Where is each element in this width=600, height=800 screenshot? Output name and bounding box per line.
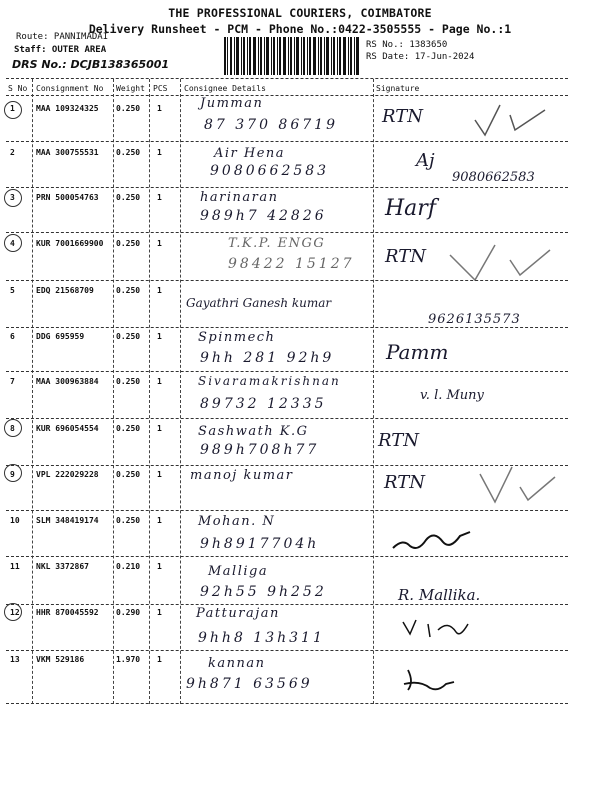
- consignee-phone: 9h871 63569: [186, 676, 313, 692]
- row-weight: 0.250: [116, 424, 141, 433]
- row-pcs: 1: [157, 562, 162, 571]
- col-signature: Signature: [376, 84, 420, 93]
- table-header-rule: [6, 95, 568, 96]
- col-divider: [149, 79, 150, 704]
- signature: RTN: [382, 106, 423, 127]
- staff-label: Staff: OUTER AREA: [14, 45, 107, 55]
- row-pcs: 1: [157, 148, 162, 157]
- row-sno: 10: [10, 516, 20, 525]
- row-sno: 13: [10, 655, 20, 664]
- signature-scribble: [400, 662, 460, 697]
- row-consignment: NKL 3372867: [36, 562, 89, 571]
- row-weight: 0.250: [116, 193, 141, 202]
- consignee-name: harinaran: [200, 190, 279, 205]
- consignee-name: T.K.P. ENGG: [228, 236, 326, 251]
- row-consignment: KUR 7001669900: [36, 239, 104, 248]
- consignee-phone: 89732 12335: [200, 396, 327, 412]
- signature: Harf: [385, 196, 436, 221]
- signature-phone: 9080662583: [452, 170, 535, 185]
- consignee-name: manoj kumar: [190, 468, 294, 483]
- row-pcs: 1: [157, 655, 162, 664]
- signature: R. Mallika.: [398, 586, 481, 604]
- consignee-phone: 98422 15127: [228, 256, 355, 272]
- consignee-name: Sivaramakrishnan: [198, 374, 341, 388]
- col-consignment: Consignment No: [36, 84, 104, 93]
- signature: Pamm: [386, 340, 449, 364]
- row-consignment: PRN 500054763: [36, 193, 99, 202]
- consignee-name: kannan: [208, 656, 266, 671]
- row-consignment: HHR 870045592: [36, 608, 99, 617]
- row-rule: [6, 604, 568, 605]
- col-divider: [180, 79, 181, 704]
- row-sno: 7: [10, 377, 15, 386]
- row-weight: 0.290: [116, 608, 141, 617]
- row-weight: 1.970: [116, 655, 141, 664]
- col-consignee: Consignee Details: [184, 84, 266, 93]
- row-pcs: 1: [157, 286, 162, 295]
- row-pcs: 1: [157, 516, 162, 525]
- row-weight: 0.250: [116, 239, 141, 248]
- row-sno: 4: [10, 239, 15, 248]
- barcode-image: [224, 37, 360, 75]
- row-pcs: 1: [157, 424, 162, 433]
- row-rule: [6, 371, 568, 372]
- row-rule: [6, 232, 568, 233]
- consignee-phone: 9h8917704h: [200, 536, 320, 552]
- tick-mark-icon: [470, 462, 560, 507]
- row-consignment: KUR 696054554: [36, 424, 99, 433]
- signature-scribble: [398, 612, 478, 642]
- row-rule: [6, 141, 568, 142]
- row-sno: 9: [10, 470, 15, 479]
- row-rule: [6, 510, 568, 511]
- route-label: Route: PANNIMADAI: [16, 32, 109, 42]
- row-sno: 11: [10, 562, 20, 571]
- row-consignment: VKM 529186: [36, 655, 85, 664]
- col-weight: Weight: [116, 84, 145, 93]
- row-sno: 5: [10, 286, 15, 295]
- row-weight: 0.250: [116, 377, 141, 386]
- signature-scribble: [388, 520, 478, 555]
- table-top-rule: [6, 78, 568, 79]
- row-weight: 0.250: [116, 286, 141, 295]
- row-rule: [6, 418, 568, 419]
- tick-mark-icon: [470, 100, 550, 140]
- row-consignment: MAA 300755531: [36, 148, 99, 157]
- consignee-name: Air Hena: [214, 146, 286, 161]
- row-consignment: MAA 300963884: [36, 377, 99, 386]
- consignee-name: Spinmech: [198, 330, 276, 345]
- consignee-name: Sashwath K.G: [198, 424, 309, 439]
- row-consignment: EDQ 21568709: [36, 286, 94, 295]
- consignee-name: Gayathri Ganesh kumar: [186, 296, 332, 310]
- row-pcs: 1: [157, 608, 162, 617]
- row-weight: 0.210: [116, 562, 141, 571]
- row-consignment: VPL 222029228: [36, 470, 99, 479]
- consignee-phone: 9hh 281 92h9: [200, 350, 335, 366]
- row-pcs: 1: [157, 104, 162, 113]
- consignee-phone: 989h7 42826: [200, 208, 327, 224]
- row-pcs: 1: [157, 377, 162, 386]
- row-rule: [6, 187, 568, 188]
- drs-number: DRS No.: DCJB138365001: [12, 58, 170, 71]
- row-weight: 0.250: [116, 516, 141, 525]
- row-weight: 0.250: [116, 470, 141, 479]
- consignee-name: Mohan. N: [198, 514, 276, 529]
- signature: Aj: [416, 150, 435, 171]
- signature-phone: 9626135573: [428, 312, 521, 327]
- consignee-phone: 989h708h77: [200, 442, 320, 458]
- col-pcs: PCS: [153, 84, 168, 93]
- table-bottom-rule: [6, 703, 568, 704]
- row-weight: 0.250: [116, 148, 141, 157]
- row-rule: [6, 650, 568, 651]
- row-weight: 0.250: [116, 104, 141, 113]
- signature: RTN: [385, 246, 426, 267]
- row-sno: 3: [10, 193, 15, 202]
- row-consignment: SLM 348419174: [36, 516, 99, 525]
- row-sno: 2: [10, 148, 15, 157]
- consignee-phone: 87 370 86719: [204, 117, 338, 133]
- row-rule: [6, 327, 568, 328]
- row-consignment: MAA 109324325: [36, 104, 99, 113]
- row-pcs: 1: [157, 239, 162, 248]
- col-divider: [373, 79, 374, 704]
- consignee-name: Patturajan: [196, 606, 280, 621]
- row-pcs: 1: [157, 332, 162, 341]
- row-rule: [6, 280, 568, 281]
- document-title: THE PROFESSIONAL COURIERS, COIMBATORE: [168, 6, 432, 20]
- row-sno: 8: [10, 424, 15, 433]
- consignee-phone: 9hh8 13h311: [198, 630, 325, 646]
- row-consignment: DDG 695959: [36, 332, 85, 341]
- row-pcs: 1: [157, 470, 162, 479]
- rs-number: RS No.: 1383650: [366, 40, 448, 50]
- row-sno: 12: [10, 608, 20, 617]
- tick-mark-icon: [440, 240, 560, 285]
- document-subtitle: Delivery Runsheet - PCM - Phone No.:0422-3505555 - Page No.:1: [88, 22, 512, 36]
- row-sno: 6: [10, 332, 15, 341]
- col-divider: [113, 79, 114, 704]
- signature: RTN: [378, 430, 419, 451]
- col-divider: [32, 79, 33, 704]
- row-rule: [6, 556, 568, 557]
- consignee-name: Jumman: [200, 96, 264, 111]
- consignee-phone: 92h55 9h252: [200, 584, 327, 600]
- consignee-name: Malliga: [208, 564, 269, 579]
- row-sno: 1: [10, 104, 15, 113]
- signature: v. l. Muny: [420, 388, 484, 403]
- consignee-phone: 9080662583: [210, 163, 330, 179]
- row-weight: 0.250: [116, 332, 141, 341]
- signature: RTN: [384, 472, 425, 493]
- row-pcs: 1: [157, 193, 162, 202]
- rs-date: RS Date: 17-Jun-2024: [366, 52, 475, 62]
- col-sno: S No: [8, 84, 28, 93]
